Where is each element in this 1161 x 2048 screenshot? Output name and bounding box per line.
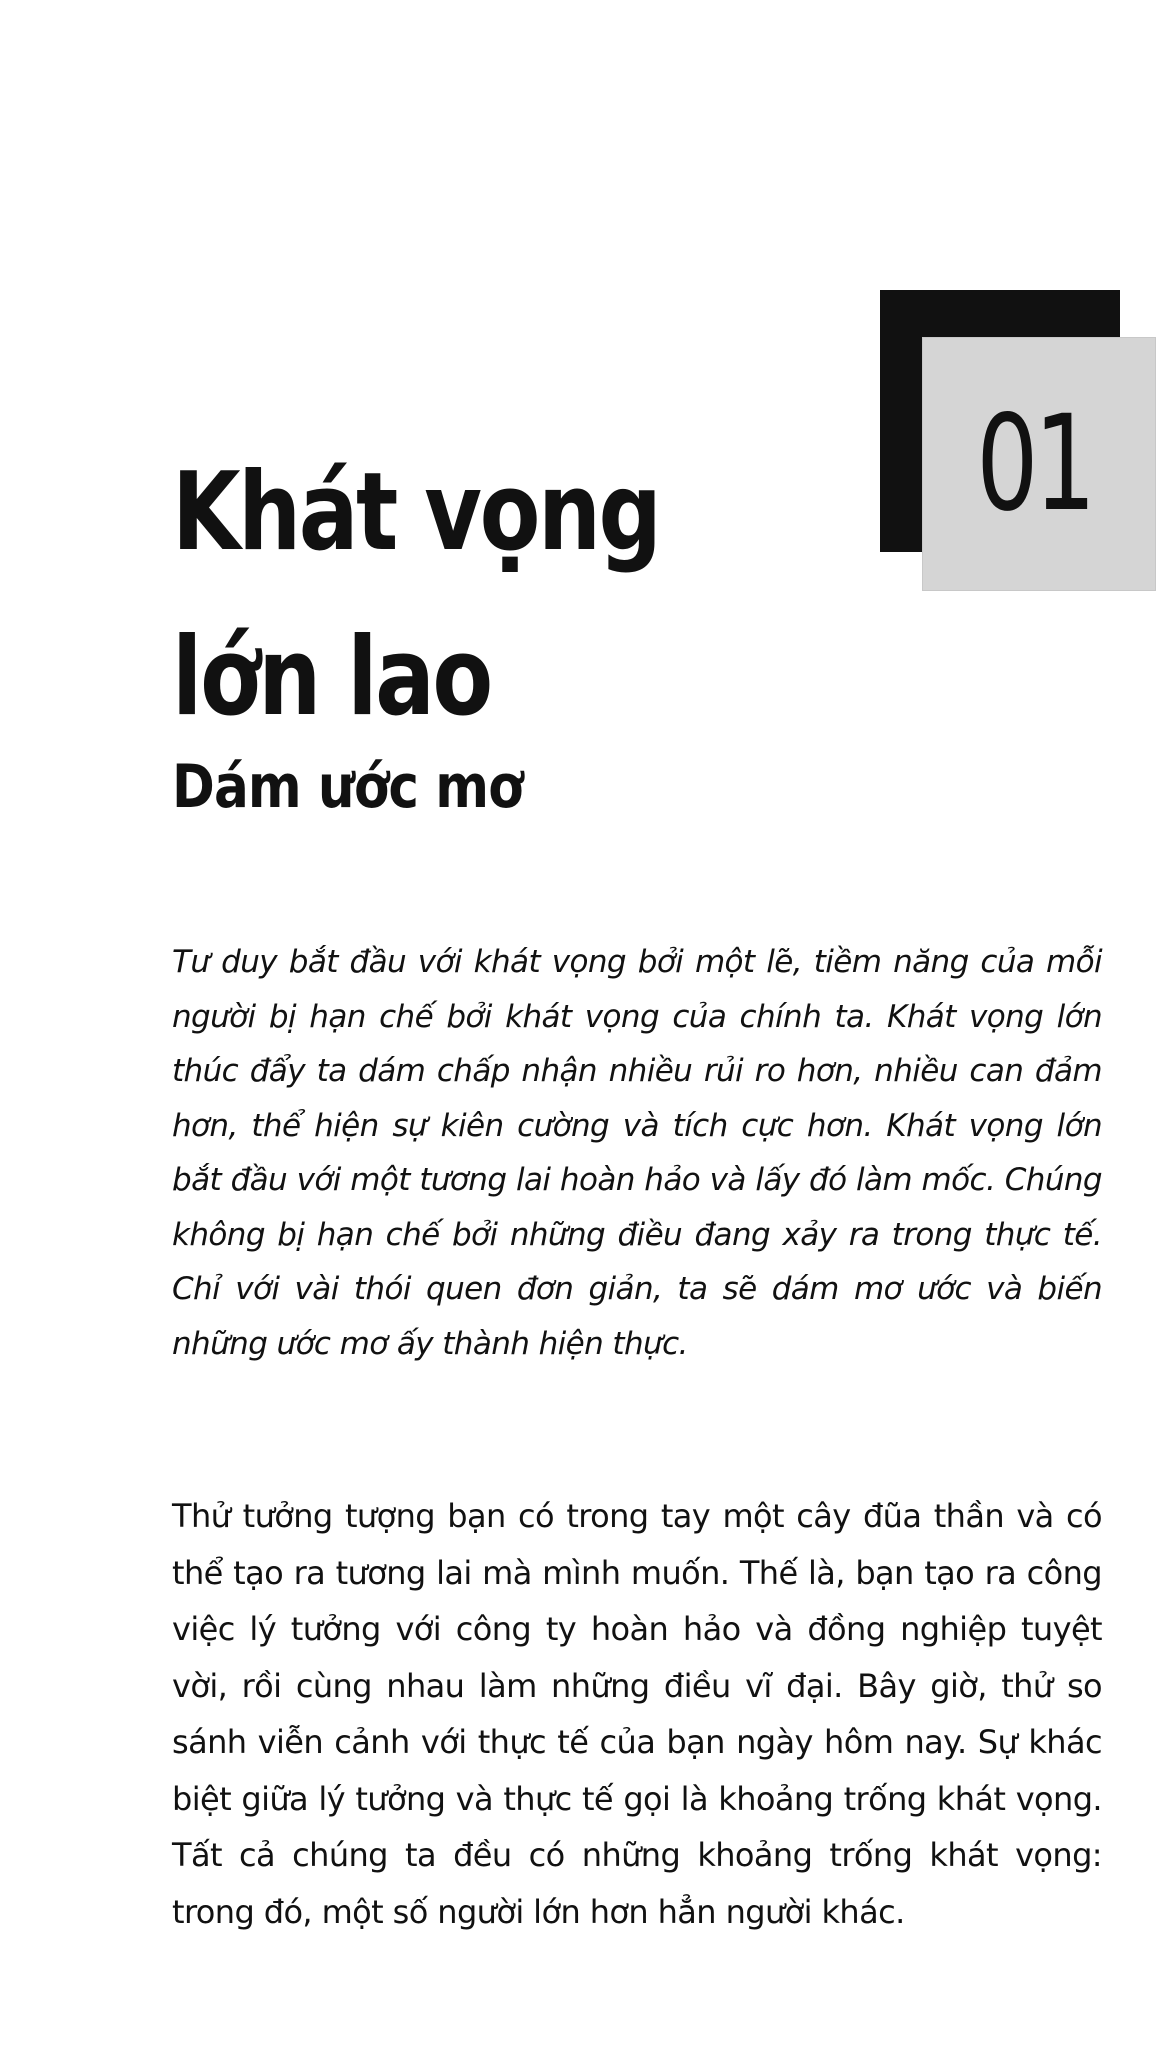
chapter-title: Khát vọng lớn lao — [172, 450, 660, 740]
intro-paragraph: Tư duy bắt đầu với khát vọng bởi một lẽ, tiềm năng của mỗi người bị hạn chế bởi khát vọng của chính ta. Khát vọng lớn thúc đẩy ta dám chấp nhận nhiều rủi ro hơn, nhiều can đảm hơn, thể hiện sự kiên cường và tích cực hơn. Khát vọng lớn bắt đầu với một tương lai hoàn hảo và lấy đó làm mốc. Chúng không bị hạn chế bởi những điều đang xảy ra trong thực tế. Chỉ với vài thói quen đơn giản, ta sẽ dám mơ ước và biến những ước mơ ấy thành hiện thực. — [172, 944, 1102, 1362]
chapter-subtitle: Dám ước mơ — [172, 752, 523, 822]
chapter-number: 01 — [976, 387, 1092, 541]
chapter-number-badge — [880, 290, 1156, 605]
body-paragraph: Thử tưởng tượng bạn có trong tay một cây đũa thần và có thể tạo ra tương lai mà mình muốn. Thế là, bạn tạo ra công việc lý tưởng với công ty hoàn hảo và đồng nghiệp tuyệt vời, rồi cùng nhau làm những điều vĩ đại. Bây giờ, thử so sánh viễn cảnh với thực tế của bạn ngày hôm nay. Sự khác biệt giữa lý tưởng và thực tế gọi là khoảng trống khát vọng. Tất cả chúng ta đều có những khoảng trống khát vọng: trong đó, một số người lớn hơn hẳn người khác. — [172, 1497, 1102, 1931]
